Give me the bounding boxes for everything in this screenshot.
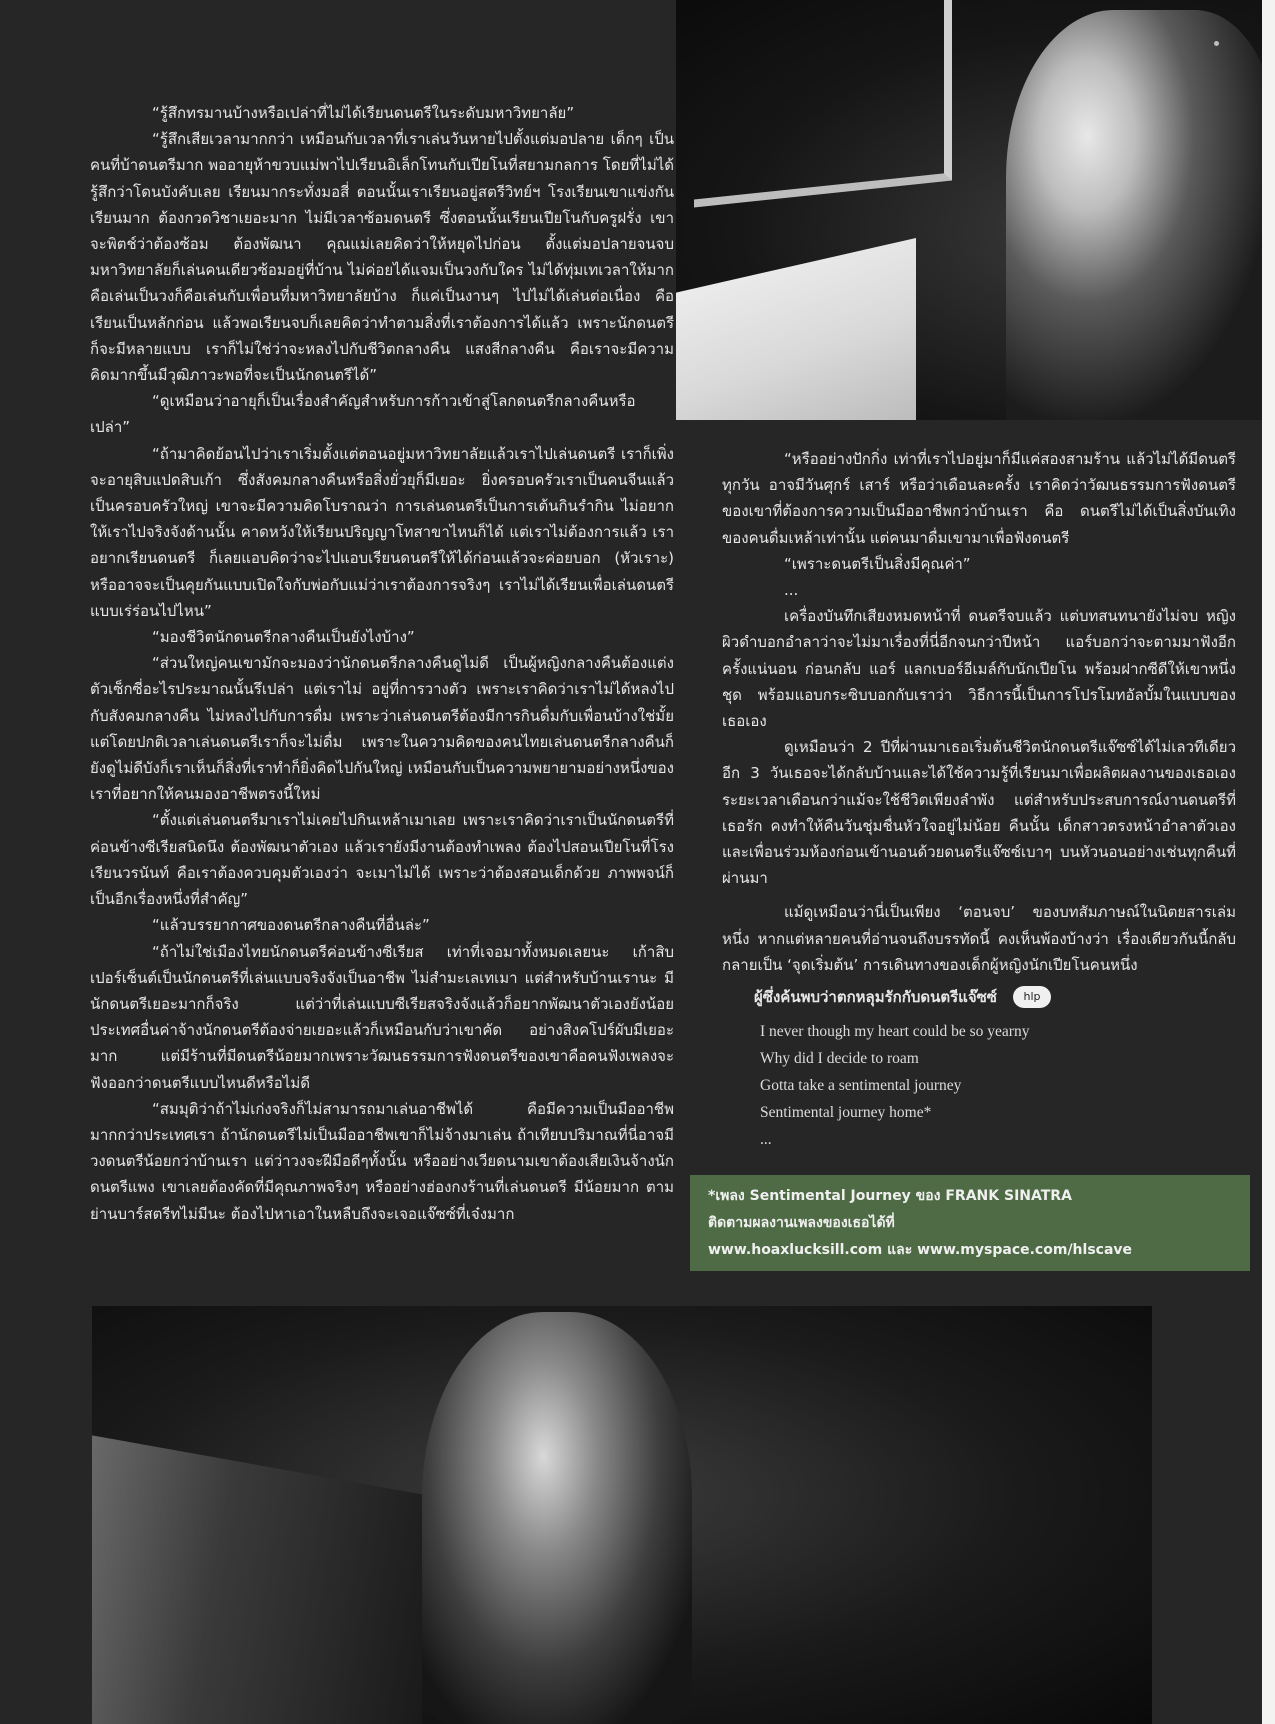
lyric-line: I never though my heart could be so yearny bbox=[760, 1023, 1030, 1040]
answer-paragraph: “ถ้าไม่ใช่เมืองไทยนักดนตรีค่อนข้างซีเรียส เท่าที่เจอมาทั้งหมดเลยนะ เก้าสิบเปอร์เซ็นต์เป็นนักดนตรีที่เล่นแบบจริงจังเป็นอาชีพ ไม่สำมะเลเทเมา แต่สำหรับบ้านเรานะ มีนักดนตรีเยอะมากก็จริง แต่ว่าที่เล่นแบบซีเรียสจริงจังแล้วก็อยากพัฒนาตัวเองยังน้อย ประเทศอื่นค่าจ้างนักดนตรีต้องจ่ายเยอะแล้วก็เหมือนกับว่าเขาคัด อย่างสิงคโปร์ผับมีเยอะมาก แต่มีร้านที่มีดนตรีน้อยมากเพราะวัฒนธรรมการฟังดนตรีของเขาคือคนฟังเพลงจะฟังออกว่าดนตรีแบบไหนดีหรือไม่ดี bbox=[90, 942, 674, 1092]
answer-paragraph: “หรืออย่างปักกิ่ง เท่าที่เราไปอยู่มาก็มีแค่สองสามร้าน แล้วไม่ได้มีดนตรีทุกวัน อาจมีวันศุกร์ เสาร์ หรือว่าเดือนละครั้ง เราคิดว่าวัฒนธรรมการฟังดนตรีของเขาที่ต้องการความเป็นมืออาชีพกว่าบ้านเรา คือ ดนตรีไม่ได้เป็นสิ่งบันเทิงของคนดื่มเหล้าเท่านั้น แต่คนมาดื่มเขามาเพื่อฟังดนตรี bbox=[722, 450, 1236, 547]
photo-window-light bbox=[676, 238, 916, 420]
left-article-column bbox=[90, 100, 674, 1227]
photo-pianist-figure bbox=[422, 1312, 692, 1724]
answer-paragraph: “ถ้ามาคิดย้อนไปว่าเราเริ่มตั้งแต่ตอนอยู่มหาวิทยาลัยแล้วเราไปเล่นดนตรี เราก็เพิ่งจะอายุสิบแปดสิบเก้า ซึ่งสังคมกลางคืนหรือสิ่งยั่วยุก็มีเยอะ ยิ่งครอบครัวเราเป็นคนจีนแล้วเป็นครอบครัวใหญ่ เขาจะมีความคิดโบราณว่า การเล่นดนตรีเป็นการเต้นกินรำกิน ไม่อยากให้เราไปจริงจังด้านนั้น คาดหวังให้เรียนปริญญาโทสาขาไหนก็ได้ แต่เราไม่ต้องการแล้ว เราอยากเรียนดนตรี ก็เลยแอบคิดว่าจะไปแอบเรียนดนตรีให้ได้ก่อนแล้วจะค่อยบอก (หัวเราะ) หรืออาจจะเป็นคุยกันแบบเปิดใจกับพ่อกับแม่ว่าเราต้องการจริงๆ เราไม่ได้เรียนเพื่อเล่นดนตรีแบบเร่ร่อนไปไหน” bbox=[90, 444, 674, 620]
lyric-line: Sentimental journey home* bbox=[760, 1104, 932, 1121]
narrative-paragraph: เครื่องบันทึกเสียงหมดหน้าที่ ดนตรีจบแล้ว แต่บทสนทนายังไม่จบ หญิงผิวดำบอกอำลาว่าจะไม่มาเรื่องที่นี่อีกจนกว่าปีหน้า แอร์บอกว่าจะตามมาฟังอีกครั้งแน่นอน ก่อนกลับ แอร์ แลกเบอร์อีเมล์กับนักเปียโน พร้อมฝากซีดีให้เขาหนึ่งชุด พร้อมแอบกระซิบบอกกับเราว่า วิธีการนี้เป็นการโปรโมทอัลบั้มในแบบของเธอเอง bbox=[722, 607, 1236, 731]
answer-paragraph: “ตั้งแต่เล่นดนตรีมาเราไม่เคยไปกินเหล้าเมาเลย เพราะเราคิดว่าเราเป็นนักดนตรีที่ค่อนข้างซีเรียสนิดนึง ต้องพัฒนาตัวเอง แล้วเรายังมีงานต้องทำเพลง ต้องไปสอนเปียโนที่โรงเรียนวรนันท์ คือเราต้องควบคุมตัวเองว่า จะเมาไม่ได้ เพราะว่าต้องสอนเด็กด้วย ภาพพจน์ก็เป็นอีกเรื่องหนึ่งที่สำคัญ” bbox=[90, 811, 674, 909]
answer-paragraph: “ส่วนใหญ่คนเขามักจะมองว่านักดนตรีกลางคืนดูไม่ดี เป็นผู้หญิงกลางคืนต้องแต่งตัวเซ็กซี่อะไรประมาณนั้นรึเปล่า แต่เราไม่ อยู่ที่การวางตัว เพราะเราคิดว่าเราไม่ได้หลงไปกับสังคมกลางคืน ไม่หลงไปกับการดื่ม เพราะว่าเล่นดนตรีต้องมีการกินดื่มกับเพื่อนบ้างใช่มั้ย แต่โดยปกติเวลาเล่นดนตรีเราก็จะไม่ดื่ม เพราะในความคิดของคนไทยเล่นดนตรีกลางคืนก็ยังดูไม่ดีบังก็เราเห็นก็สิ่งที่เราทำก็ยิ่งคิดไปกันใหญ่ เหมือนกับเป็นความพยายามอย่างหนึ่งของเราที่อยากให้คนมองอาชีพตรงนี้ใหม่ bbox=[90, 654, 674, 804]
photo-woman-figure bbox=[1006, 10, 1262, 420]
closing-paragraph: แม้ดูเหมือนว่านี่เป็นเพียง ‘ตอนจบ’ ของบทสัมภาษณ์ในนิตยสารเล่มหนึ่ง หากแต่หลายคนที่อ่านจนถึงบรรทัดนี้ คงเห็นพ้องบ้างว่า เรื่องเดียวกันนี้กลับกลายเป็น ‘จุดเริ่มต้น’ การเดินทางของเด็กผู้หญิงนักเปียโนคนหนึ่ง bbox=[722, 903, 1236, 974]
website-links: www.hoaxlucksill.com และ www.myspace.com/hlscave bbox=[708, 1242, 1133, 1258]
question-paragraph: “มองชีวิตนักดนตรีกลางคืนเป็นยังไงบ้าง” bbox=[152, 628, 415, 647]
photo-piano-keys bbox=[92, 1396, 422, 1724]
question-paragraph: “แล้วบรรยากาศของดนตรีกลางคืนที่อื่นล่ะ” bbox=[152, 916, 430, 935]
photo-pianist bbox=[92, 1306, 1152, 1724]
right-article-column bbox=[722, 446, 1236, 1010]
photo-speck bbox=[1214, 41, 1219, 46]
answer-paragraph: “สมมุติว่าถ้าไม่เก่งจริงก็ไม่สามารถมาเล่นอาชีพได้ คือมีความเป็นมืออาชีพมากกว่าประเทศเรา ถ้านักดนตรีไม่เป็นมืออาชีพเขาก็ไม่จ้างมาเล่น ถ้าเทียบปริมาณที่นี่อาจมีวงดนตรีน้อยกว่าบ้านเรา แต่ว่าวงจะฝีมือดีๆทั้งนั้น หรืออย่างเวียดนามเขาต้องเสียเงินจ้างนักดนตรีแพง เขาเลยต้องคัดที่มีคุณภาพจริงๆ หรืออย่างฮ่องกงร้านที่เล่นดนตรี มีน้อยมาก ตามย่านบาร์สตรีทไม่มีนะ ต้องไปหาเอาในหลืบถึงจะเจอแจ๊ซซ์ที่เจ๋งมาก bbox=[90, 1099, 674, 1223]
signature-line bbox=[722, 984, 1236, 1010]
narrative-paragraph: ดูเหมือนว่า 2 ปีที่ผ่านมาเธอเริ่มต้นชีวิตนักดนตรีแจ๊ซซ์ได้ไม่เลวทีเดียว อีก 3 วันเธอจะได้กลับบ้านและได้ใช้ความรู้ที่เรียนมาเพื่อผลิตผลงานของเธอเอง ระยะเวลาเดือนกว่าแม้จะใช้ชีวิตเพียงลำพัง แต่สำหรับประสบการณ์งานดนตรีที่เธอรัก คงทำให้คืนวันชุ่มชื่นหัวใจอยู่ไม่น้อย คืนนั้น เด็กสาวตรงหน้าอำลาตัวเองและเพื่อนร่วมห้องก่อนเข้านอนด้วยดนตรีแจ๊ซซ์เบาๆ บนหัวนอนอย่างเช่นทุกคืนที่ผ่านมา bbox=[722, 738, 1236, 888]
follow-line: ติดตามผลงานเพลงของเธอได้ที่ bbox=[708, 1215, 895, 1231]
song-lyrics bbox=[760, 1018, 1180, 1153]
lyric-line: ... bbox=[760, 1131, 772, 1148]
photo-woman-profile bbox=[676, 0, 1262, 420]
answer-paragraph: “รู้สึกเสียเวลามากกว่า เหมือนกับเวลาที่เราเล่นวันหายไปตั้งแต่มอปลาย เด็กๆ เป็นคนที่บ้าดนตรีมาก พออายุห้าขวบแม่พาไปเรียนอิเล็กโทนกับเปียโนที่สยามกลการ โดยที่ไม่ได้รู้สึกว่าโดนบังคับเลย เรียนมากระทั่งมอสี่ ตอนนั้นเราเรียนอยู่สตรีวิทย์ฯ โรงเรียนเขาแข่งกันเรียนมาก ต้องกวดวิชาเยอะมาก ไม่มีเวลาซ้อมดนตรี ซึ่งตอนนั้นเรียนเปียโนกับครูฝรั่ง เขาจะพิตช์ว่าต้องซ้อม ต้องพัฒนา คุณแม่เลยคิดว่าให้หยุดไปก่อน ตั้งแต่มอปลายจนจบมหาวิทยาลัยก็เล่นคนเดียวซ้อมอยู่ที่บ้าน ไม่ค่อยได้แจมเป็นวงกับใคร ไม่ได้ทุ่มเทเวลาให้มาก คือเล่นเป็นวงก็คือเล่นกับเพื่อนที่มหาวิทยาลัยบ้าง ก็แค่เป็นงานๆ ไปไม่ได้เล่นต่อเนื่อง คือเรียนเป็นหลักก่อน แล้วพอเรียนจบก็เลยคิดว่าทำตามสิ่งที่เราต้องการได้แล้ว เพราะนักดนตรีก็จะมีหลายแบบ เราก็ไม่ใช่ว่าจะหลงไปกับชีวิตกลางคืน แสงสีกลางคืน คือเราจะมีความคิดมากขึ้นมีวุฒิภาวะพอที่จะเป็นนักดนตรีได้” bbox=[90, 130, 674, 385]
photo-window-frame bbox=[694, 0, 952, 208]
lyric-line: Why did I decide to roam bbox=[760, 1050, 919, 1067]
quote-paragraph: “เพราะดนตรีเป็นสิ่งมีคุณค่า” bbox=[784, 554, 971, 573]
song-credit-box bbox=[690, 1175, 1250, 1271]
author-badge: hlp bbox=[1013, 986, 1051, 1008]
question-paragraph: “รู้สึกทรมานบ้างหรือเปล่าที่ไม่ได้เรียนดนตรีในระดับมหาวิทยาลัย” bbox=[152, 104, 575, 122]
signature-text: ผู้ซึ่งค้นพบว่าตกหลุมรักกับดนตรีแจ๊ซซ์ bbox=[754, 988, 997, 1007]
question-paragraph: “ดูเหมือนว่าอายุก็เป็นเรื่องสำคัญสำหรับการก้าวเข้าสู่โลกดนตรีกลางคืนหรือเปล่า” bbox=[90, 392, 636, 437]
ellipsis: ... bbox=[784, 581, 799, 600]
song-credit-line: *เพลง Sentimental Journey ของ FRANK SINATRA bbox=[708, 1188, 1072, 1204]
lyric-line: Gotta take a sentimental journey bbox=[760, 1077, 962, 1094]
